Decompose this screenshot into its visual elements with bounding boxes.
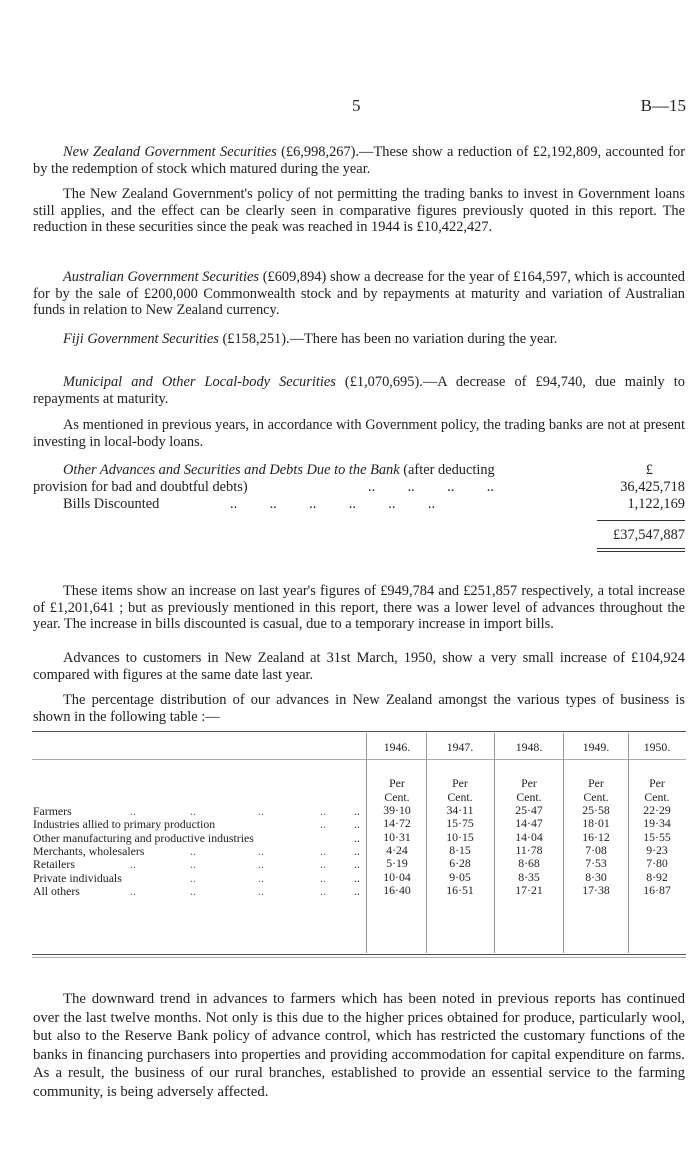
aus-securities-heading: Australian Government Securities bbox=[63, 269, 260, 285]
unit-cent: Cent. bbox=[384, 790, 410, 804]
table-cell: 19·34 bbox=[643, 816, 671, 831]
paragraph-downward-trend: The downward trend in advances to farmers which has been noted in previous reports has continued over the last twelve months. Not only is this due to the higher prices obtained for produce, particularly wool, but also to the Reserve Bank policy of advance control, which has restricted the customary functions of the banks in financing purchasers into properties and providing accommodation for capital expenditure on farms. As a result, the business of our rural branches, established to provide an essential service to the farming community, is being adversely affected. bbox=[33, 991, 685, 1100]
leader-dots: .. bbox=[354, 883, 360, 898]
table-cell: 16·40 bbox=[383, 882, 411, 897]
nz-securities-text: (£6,998,267).—These show a reduction of £2,192,809, accounted for by the redemption of stock which matured during the year. bbox=[33, 144, 685, 177]
leader-dots: .. bbox=[190, 843, 196, 858]
table-cell: 8·30 bbox=[585, 869, 607, 884]
unit-per: Per bbox=[588, 776, 604, 790]
column-divider bbox=[628, 733, 629, 953]
unit-per: Per bbox=[521, 776, 537, 790]
table-cell: 16·12 bbox=[582, 829, 610, 844]
page-header bbox=[0, 96, 700, 118]
aus-securities-text: (£609,894) show a decrease for the year of £164,597, which is accounted for by the sale of £200,000 Commonwealth stock and by repayments at maturity and variation of Australian funds in relation to New Zealand currency. bbox=[33, 269, 685, 319]
leader-dots: .. bbox=[130, 883, 136, 898]
paragraph-australian-securities bbox=[33, 269, 685, 319]
leader-dots: .. bbox=[258, 804, 264, 818]
advances-statement: Other Advances and Securities and Debts Due to the Bank (after deducting £ provision for bad and doubtful debts) .. .. .. .. 36,425,718 Bills Discounted .. .. .. .. .. .. 1,122,169 bbox=[33, 462, 685, 512]
table-cell: 4·24 bbox=[386, 842, 408, 857]
unit-cent: Cent. bbox=[516, 790, 542, 804]
paragraph-fiji-securities bbox=[33, 331, 685, 348]
table-cell: 8·15 bbox=[449, 842, 471, 857]
table-header-rule bbox=[32, 759, 686, 760]
page-number: 5 bbox=[352, 96, 361, 115]
table-cell: 10·31 bbox=[383, 829, 411, 844]
leader-dots: .. .. .. .. .. .. bbox=[230, 496, 436, 512]
table-cell: 15·55 bbox=[643, 829, 671, 844]
table-cell: 16·87 bbox=[643, 882, 671, 897]
table-row-label: Other manufacturing and productive industries bbox=[33, 830, 254, 845]
leader-dots: .. bbox=[320, 804, 326, 818]
leader-dots: .. bbox=[190, 804, 196, 818]
table-cell: 14·04 bbox=[515, 829, 543, 844]
table-top-rule bbox=[32, 731, 686, 732]
paragraph-table-intro: The percentage distribution of our advances in New Zealand amongst the various types of business is shown in the following table :— bbox=[33, 692, 685, 725]
table-cell: 39·10 bbox=[383, 803, 411, 817]
table-row-label: Merchants, wholesalers bbox=[33, 843, 145, 858]
advances-provision-amount: 36,425,718 bbox=[620, 479, 685, 495]
year-header: 1947. bbox=[446, 740, 474, 754]
paragraph-local-body: As mentioned in previous years, in accordance with Government policy, the trading banks are not at present investing in local-body loans. bbox=[33, 417, 685, 450]
table-cell: 10·04 bbox=[383, 869, 411, 884]
sum-rule bbox=[597, 520, 685, 521]
unit-per: Per bbox=[389, 776, 405, 790]
leader-dots: .. bbox=[354, 804, 360, 818]
table-cell: 8·68 bbox=[518, 856, 540, 871]
unit-cent: Cent. bbox=[447, 790, 473, 804]
unit-cent: Cent. bbox=[583, 790, 609, 804]
leader-dots: .. bbox=[320, 870, 326, 885]
document-reference: B—15 bbox=[640, 96, 686, 115]
table-cell: 7·80 bbox=[646, 856, 668, 871]
column-divider bbox=[366, 733, 367, 953]
year-header: 1950. bbox=[643, 740, 671, 754]
advances-provision-label: provision for bad and doubtful debts) bbox=[33, 479, 248, 495]
total-rule-2 bbox=[597, 551, 685, 552]
leader-dots: .. bbox=[320, 883, 326, 898]
advances-total-row bbox=[33, 527, 685, 544]
table-cell: 16·51 bbox=[446, 882, 474, 897]
nz-securities-heading: New Zealand Government Securities bbox=[63, 144, 277, 160]
table-cell: 6·28 bbox=[449, 856, 471, 871]
fiji-securities-heading: Fiji Government Securities bbox=[63, 331, 219, 347]
unit-per: Per bbox=[649, 776, 665, 790]
table-row-label: Farmers bbox=[33, 804, 72, 818]
table-row-label: Industries allied to primary production bbox=[33, 817, 216, 832]
table-row-label: All others bbox=[33, 883, 80, 898]
paragraph-advances-nz: Advances to customers in New Zealand at 31st March, 1950, show a very small increase of £104,924 compared with figures at the same date last year. bbox=[33, 650, 685, 683]
table-cell: 25·47 bbox=[515, 803, 543, 817]
leader-dots: .. bbox=[258, 857, 264, 872]
table-cell: 14·47 bbox=[515, 816, 543, 831]
fiji-securities-text: (£158,251).—There has been no variation during the year. bbox=[218, 331, 558, 347]
table-cell: 17·21 bbox=[515, 882, 543, 897]
leader-dots: .. bbox=[320, 817, 326, 832]
paragraph-municipal-securities bbox=[33, 374, 685, 407]
table-cell: 8·92 bbox=[646, 869, 668, 884]
table-cell: 18·01 bbox=[582, 816, 610, 831]
table-cell: 7·53 bbox=[585, 856, 607, 871]
column-divider bbox=[494, 733, 495, 953]
table-cell: 8·35 bbox=[518, 869, 540, 884]
table-row-label: Private individuals bbox=[33, 870, 122, 885]
unit-cent: Cent. bbox=[644, 790, 670, 804]
table-cell: 7·08 bbox=[585, 842, 607, 857]
leader-dots: .. bbox=[258, 870, 264, 885]
table-cell: 9·05 bbox=[449, 869, 471, 884]
currency-symbol: £ bbox=[645, 462, 653, 478]
advances-total: £37,547,887 bbox=[613, 527, 685, 543]
bills-discounted-label: Bills Discounted bbox=[63, 496, 160, 512]
table-cell: 5·19 bbox=[386, 856, 408, 871]
table-cell: 14·72 bbox=[383, 816, 411, 831]
paragraph-nz-securities bbox=[33, 144, 685, 177]
leader-dots: .. bbox=[130, 804, 136, 818]
leader-dots: .. bbox=[354, 817, 360, 832]
table-bottom-rule bbox=[32, 954, 686, 955]
table-cell: 10·15 bbox=[446, 829, 474, 844]
table-cell: 25·58 bbox=[582, 803, 610, 817]
year-header: 1948. bbox=[515, 740, 543, 754]
leader-dots: .. bbox=[258, 843, 264, 858]
unit-per: Per bbox=[452, 776, 468, 790]
column-divider bbox=[426, 733, 427, 953]
leader-dots: .. bbox=[320, 843, 326, 858]
leader-dots: .. .. .. .. bbox=[368, 479, 494, 495]
leader-dots: .. bbox=[190, 883, 196, 898]
table-cell: 15·75 bbox=[446, 816, 474, 831]
table-cell: 9·23 bbox=[646, 842, 668, 857]
municipal-securities-text: (£1,070,695).—A decrease of £94,740, due mainly to repayments at maturity. bbox=[33, 374, 685, 407]
table-cell: 22·29 bbox=[643, 803, 671, 817]
column-divider bbox=[563, 733, 564, 953]
leader-dots: .. bbox=[190, 857, 196, 872]
table-cell: 11·78 bbox=[515, 842, 543, 857]
bills-discounted-amount: 1,122,169 bbox=[627, 496, 685, 512]
leader-dots: .. bbox=[354, 830, 360, 845]
table-cell: 34·11 bbox=[446, 803, 474, 817]
year-header: 1949. bbox=[582, 740, 610, 754]
leader-dots: .. bbox=[354, 843, 360, 858]
total-rule-1 bbox=[597, 548, 685, 549]
leader-dots: .. bbox=[354, 857, 360, 872]
leader-dots: .. bbox=[354, 870, 360, 885]
advances-heading: Other Advances and Securities and Debts Due to the Bank bbox=[63, 462, 400, 478]
leader-dots: .. bbox=[258, 883, 264, 898]
table-bottom-rule-2 bbox=[32, 957, 686, 958]
municipal-securities-heading: Municipal and Other Local-body Securities bbox=[63, 374, 336, 390]
leader-dots: .. bbox=[190, 870, 196, 885]
year-header: 1946. bbox=[383, 740, 411, 754]
table-cell: 17·38 bbox=[582, 882, 610, 897]
table-row-label: Retailers bbox=[33, 857, 75, 872]
leader-dots: .. bbox=[130, 857, 136, 872]
leader-dots: .. bbox=[320, 857, 326, 872]
paragraph-increase: These items show an increase on last year's figures of £949,784 and £251,857 respectively, a total increase of £1,201,641 ; but as previously mentioned in this report, there was a lower level of advances throughout the year. The increase in bills discounted is casual, due to a temporary increase in import bills. bbox=[33, 583, 685, 633]
paragraph-nz-policy: The New Zealand Government's policy of not permitting the trading banks to invest in Government loans still applies, and the effect can be clearly seen in comparative figures previously quoted in this report. The reduction in these securities since the peak was reached in 1944 is £10,422,427. bbox=[33, 186, 685, 236]
